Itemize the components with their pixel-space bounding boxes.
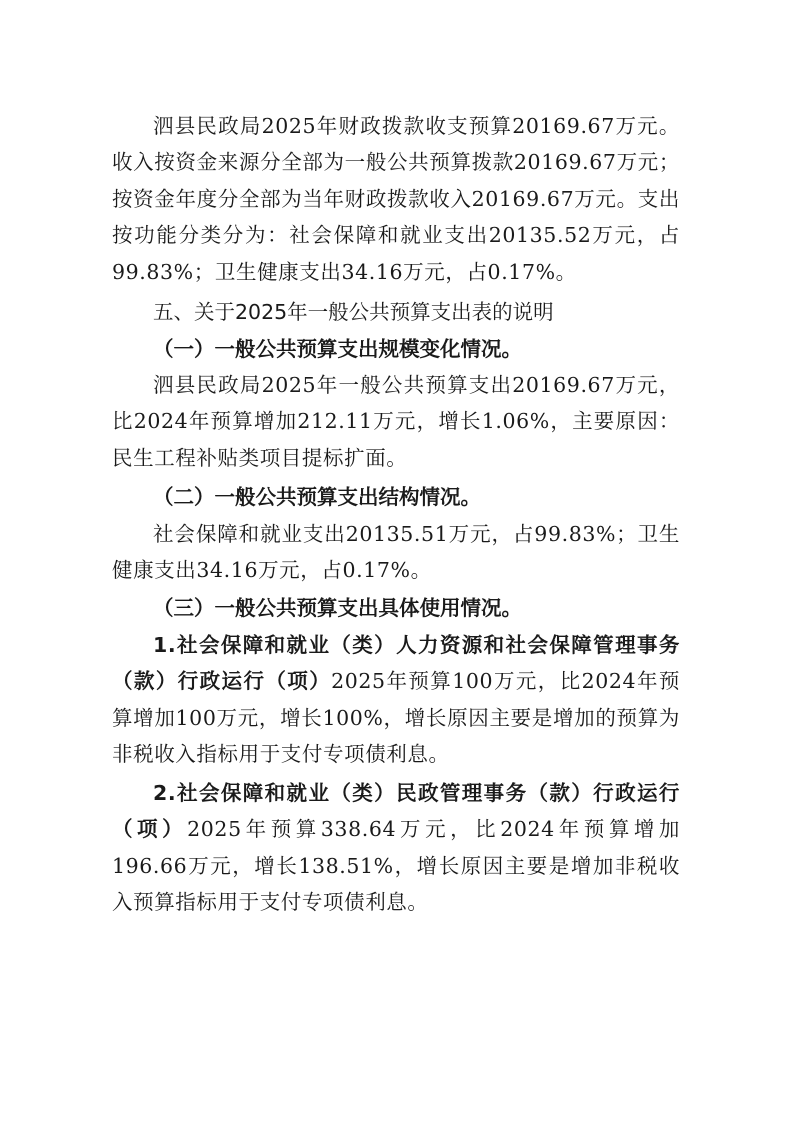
item-1-body: 2025年预算100万元，比2024年预算增加100万元，增长100%，增长原因主要是增加的预算为非税收入指标用于支付专项债利息。 [112,669,680,767]
paragraph-item-1 [112,627,680,773]
paragraph-budget-summary: 泗县民政局2025年财政拨款收支预算20169.67万元。收入按资金来源分全部为一般公共预算拨款20169.67万元；按资金年度分全部为当年财政拨款收入20169.67万元。支出按功能分类分为：社会保障和就业支出20135.52万元，占99.83%；卫生健康支出34.16万元，占0.17%。 [112,114,680,284]
item-1-lead: 1.社会保障和就业（类）人力资源和社会保障管理事务（款）行政运行（项） [112,633,680,694]
paragraph-expenditure-structure: 社会保障和就业支出20135.51万元，占99.83%；卫生健康支出34.16万元，占0.17%。 [112,522,680,583]
subsection-heading-scale: （一）一般公共预算支出规模变化情况。 [153,337,522,361]
item-2-body: 2025年预算338.64万元，比2024年预算增加196.66万元，增长138.51%，增长原因主要是增加非税收入预算指标用于支付专项债利息。 [112,817,681,915]
subsection-heading-structure: （二）一般公共预算支出结构情况。 [153,485,481,509]
item-2-lead: 2.社会保障和就业（类）民政管理事务（款）行政运行（项） [112,781,680,842]
paragraph-expenditure-scale: 泗县民政局2025年一般公共预算支出20169.67万元，比2024年预算增加212.11万元，增长1.06%，主要原因：民生工程补贴类项目提标扩面。 [112,373,680,470]
paragraph-item-2 [112,775,680,921]
subsection-heading-usage: （三）一般公共预算支出具体使用情况。 [153,596,522,620]
section-heading-five: 五、关于2025年一般公共预算支出表的说明 [153,300,554,324]
